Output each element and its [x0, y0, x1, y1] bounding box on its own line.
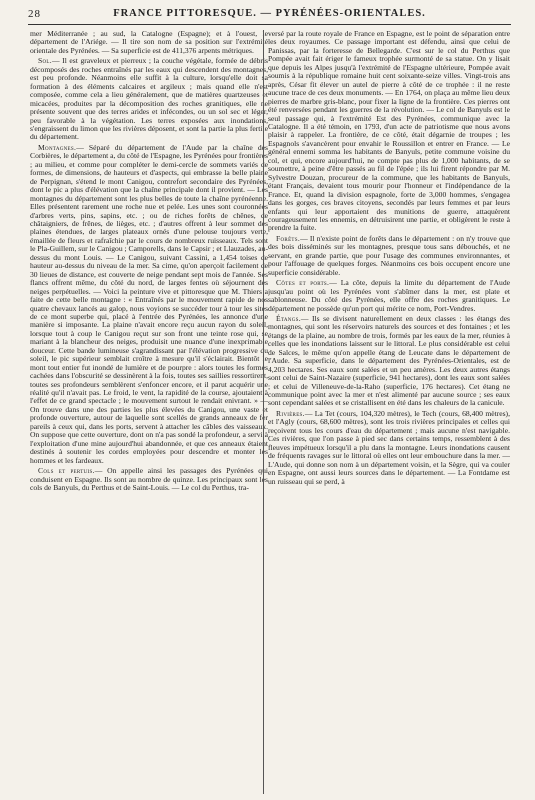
paragraph-sol: Sol.— Il est graveleux et pierreux ; la couche végétale, formée de débris décomposés des roches entraînés par les eaux qui descendent des montagnes, est peu profonde. Néanmoins elle suffit à la culture, lorsqu'elle doit sa formation à des éléments calcaires et argileux ; mais quand elle n'est composée, comme cela a lieu généralement, que de matières quartzeuses et micacées, produites par la décomposition des roches granitiques, elle ne présente souvent que des terres arides et infécondes, ou un sol sec et léger, peu favorable à la végétation. Les terres exposées aux inondations, s'engraissent du limon que les rivières déposent, et sont la partie la plus fertile du département. [30, 56, 268, 142]
paragraph: versé par la route royale de France en Espagne, est le point de séparation entre les deux royaumes. Ce passage important est défendu, ainsi que celui de Panissas, par la forteresse de Bellegarde. C'est sur le col du Perthus que Pompée avait fait ériger le fameux trophée surmonté de sa statue. On y lisait que depuis les Alpes jusqu'à l'extrémité de l'Espagne ultérieure, Pompée avait soumis à la république romaine huit cent soixante-seize villes. Vingt-trois ans après, César fit élever un autel de pierre à côté de ce trophée : il ne reste aucune trace de ces deux monuments. — En 1764, on plaça au même lieu deux pierres de marbre gris-blanc, pour fixer la ligne de la frontière. Ces pierres ont été renversées pendant les guerres de la révolution. — Le col de Banyuls est le seul passage qui, à l'extrémité Est des Pyrénées, communique avec la Catalogne. Il a été témoin, en 1793, d'un acte de patriotisme que nous avons plaisir à rappeler. La frontière, de ce côté, était dégarnie de troupes ; les Espagnols s'avancèrent pour envahir le Roussillon et entrer en France. — Le général ennemi somma les habitants de Banyuls, petite commune voisine du col, et qui, encore aujourd'hui, ne compte pas plus de 1,000 habitants, de se soumettre, à peine d'être passés au fil de l'épée ; ils lui firent répondre par M. Sylvestre Douzan, procureur de la commune, que les habitants de Banyuls, étant Français, devaient tous mourir pour l'honneur et l'indépendance de la France. Et, quand la division espagnole, forte de 3,000 hommes, s'engagea dans les gorges, ces braves citoyens, secondés par leurs femmes et par leurs enfants qui leur apportaient des munitions de guerre, attaquèrent courageusement les ennemis, en détruisirent une partie, et obligèrent le reste à prendre la fuite. [268, 30, 510, 233]
right-column [268, 30, 510, 796]
paragraph-cols: Cols et pertuis.— On appelle ainsi les passages des Pyrénées qui conduisent en Espagne. Ils sont au nombre de quinze. Les principaux sont les cols de Banyuls, du Perthus et de Saint-Louis. — Le col du Perthus, tra- [30, 466, 268, 493]
paragraph-rivieres: Rivières.— La Tet (cours, 104,320 mètres), le Tech (cours, 68,400 mètres), et l'Agly (cours, 68,600 mètres), sont les trois rivières principales et celles qui reçoivent tous les cours d'eau du département ; mais aucune n'est navigable. Ces rivières, que l'on passe à pied sec dans certains temps, ressemblent à des fleuves impétueux lorsqu'il a plu dans la montagne. Leurs inondations causent de fréquents ravages sur le littoral où elles ont leur embouchure dans la mer. — L'Aude, qui donne son nom à un département voisin, et la Sègre, qui va couler en Espagne, ont aussi leurs sources dans le département. — La Fontdame est un ruisseau qui se perd, à [268, 408, 510, 486]
header-rule [28, 24, 511, 25]
left-column [30, 30, 268, 796]
paragraph-etangs: Étangs.— Ils se divisent naturellement en deux classes : les étangs des montagnes, qui sont les réservoirs naturels des sources et des fontaines ; et les étangs de la plaine, au nombre de trois, formés par les eaux de la mer, réunies à celles que les inondations laissent sur le littoral. Le plus considérable est celui de Salces, le même qu'on appelle étang de Leucate dans le département de l'Aude. Sa superficie, dans le département des Pyrénées-Orientales, est de 4,203 hectares. Ses eaux sont salées et un peu amères. Les deux autres étangs sont celui de Saint-Nazaire (superficie, 941 hectares), dont les eaux sont salées ; et celui de Villeneuve-de-la-Raho (superficie, 176 hectares). Cet étang ne communique point avec la mer et n'est alimenté par aucune source ; ses eaux sont cependant salées et se cristallisent en été dans les chaleurs de la canicule. [268, 313, 510, 408]
running-title: FRANCE PITTORESQUE. — PYRÉNÉES-ORIENTALES. [113, 8, 426, 19]
page-header [28, 6, 511, 24]
paragraph-montagnes: Montagnes.— Séparé du département de l'Aude par la chaîne des Corbières, le département a, du côté de l'Espagne, les Pyrénées pour frontières ; au milieu, et comme pour compléter le demi-cercle de sommets variés de formes, de dimensions, de hauteurs et d'aspects, qui embrasse la belle plaine de Perpignan, s'étend le mont Canigou, contrefort secondaire des Pyrénées, dont le pic a plus d'élévation que la chaîne principale dont il provient. — Les montagnes du département sont les plus belles de toute la chaîne pyrénéenne. Elles présentent rarement une roche nue et pelée. Les unes sont couronnées d'arbres verts, pins, sapins, etc. ; ou de riches forêts de chênes, de châtaigniers, de frênes, de lièges, etc. ; d'autres offrent à leur sommet des plaines étendues, de larges plateaux ornés d'une pelouse toujours verte, émaillée de fleurs et rafraîchie par le cours de nombreux ruisseaux. Tels sont le Pla-Guillem, sur le Canigou ; Camporells, dans le Capsir ; et Llauzades, au-dessus du mont Louis. — Le Canigou, suivant Cassini, a 1,454 toises de hauteur au-dessus du niveau de la mer. Sa cime, qu'on aperçoit facilement de 30 lieues de distance, est couverte de neige pendant sept mois de l'année. Ses flancs offrent même, du côté du nord, de larges fentes où séjournent des neiges perpétuelles. — Voici la peinture vive et pittoresque que M. Thiers a faite de cette belle montagne : « Entraînés par le mouvement rapide de nos quatre chevaux lancés au galop, nous voyions se succéder tour à tour les sites de ce mont superbe qui, placé à l'entrée des Pyrénées, les annonce d'une manière si imposante. La plaine n'avait encore reçu aucun rayon du soleil, lorsque tout à coup le Canigou reçut sur son front une teinte rose qui, se mariant à la blancheur des neiges, produisit une nuance d'une inexprimable douceur. Cette bande lumineuse s'agrandissant par l'élévation progressive du soleil, le pic supérieur semblait croître à mesure qu'il s'éclairait. Bientôt le mont tout entier fut inondé de lumière et de pourpre : alors toutes les formes cachées dans l'obscurité se dessinèrent à la fois, toutes ses saillies ressortirent, toutes ses profondeurs semblèrent s'enfoncer encore, et il parut acquérir une réalité qu'il n'avait pas. Le froid, le vent, la rapidité de la course, ajoutaient à l'effet de ce grand spectacle ; le mouvement surtout le rendait enivrant. » — On trouve dans une des parties les plus élevées du Canigou, une vaste et profonde ouverture, autour de laquelle sont scellés de grands anneaux de fer pareils à ceux qui, dans les ports, servent à attacher les câbles des vaisseaux. On suppose que cette ouverture, dont on n'a pas sondé la profondeur, a servi à l'exploitation d'une mine aujourd'hui abandonnée, et que ces anneaux étaient destinés à soutenir les cordes employées pour descendre et monter les hommes et les fardeaux. [30, 142, 268, 465]
paragraph: mer Méditerranée ; au sud, la Catalogne (Espagne); et à l'ouest, le département de l'Ariége. — Il tire son nom de sa position sur l'extrémité orientale des Pyrénées. — Sa superficie est de 411,376 arpents métriques. [30, 30, 268, 55]
page-number: 28 [28, 8, 41, 20]
column-divider [263, 30, 264, 794]
paragraph-cotes: Côtes et ports.— La côte, depuis la limite du département de l'Aude jusqu'au point où les Pyrénées vont s'abîmer dans la mer, est plate et sablonneuse. Du côté des Pyrénées, elle offre des roches granitiques. Le département ne possède qu'un port qui mérite ce nom, Port-Vendres. [268, 278, 510, 313]
paragraph-forets: Forêts.— Il n'existe point de forêts dans le département : on n'y trouve que des bois disséminés sur les montagnes, presque tous sans débouchés, et ne servant, en grande partie, que pour l'usage des communes environnantes, et pour l'affouage de quelques forges. Néanmoins ces bois occupent encore une superficie considérable. [268, 233, 510, 277]
